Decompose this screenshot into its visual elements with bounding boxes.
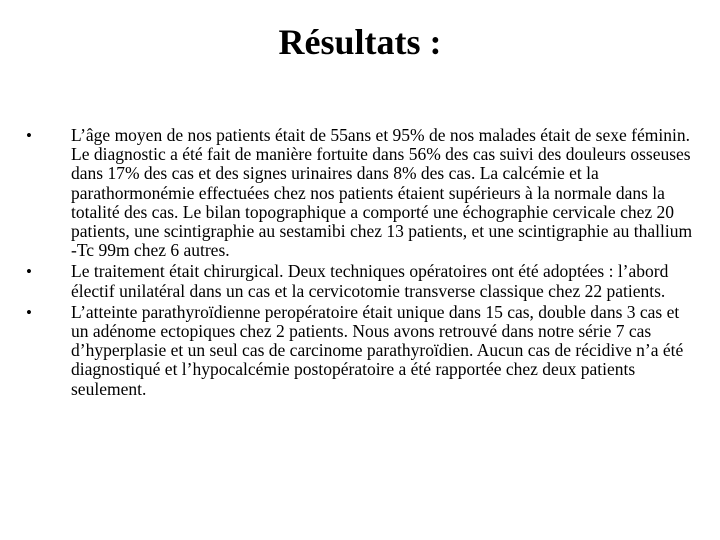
bullet-text-treatment: Le traitement était chirurgical. Deux techniques opératoires ont été adoptées : l’abord électif unilatéral dans un cas et la cervicotomie transverse classique chez 22 patients. [71,261,669,301]
bullet-item-age [26,126,696,260]
bullet-marker: • [26,126,32,145]
bullet-text-findings: L’atteinte parathyroïdienne peropératoire était unique dans 15 cas, double dans 3 cas et un adénome ectopiques chez 2 patients. Nous avons retrouvé dans notre série 7 cas d’hyperplasie et un seul cas de carcinome parathyroïdien. Aucun cas de récidive n’a été diagnostiqué et l’hypocalcémie postopératoire a été rapportée chez deux patients seulement. [71,301,684,399]
bullet-list [26,126,696,401]
bullet-item-treatment [26,262,696,300]
bullet-marker: • [26,302,32,322]
bullet-item-findings [26,303,696,399]
bullet-marker: • [26,262,32,282]
slide-title: Résultats : [278,22,442,62]
bullet-text-age: L’âge moyen de nos patients était de 55ans et 95% de nos malades était de sexe féminin. Le diagnostic a été fait de manière fortuite dans 56% des cas suivi des douleurs osseuses dans 17% des cas et des signes urinaires dans 8% des cas. La calcémie et la parathormonémie effectuées chez nos patients étaient supérieurs à la normale dans la totalité des cas. Le bilan topographique a comporté une échographie cervicale chez 20 patients, une scintigraphie au sestamibi chez 13 patients, et une scintigraphie au thallium -Tc 99m chez 6 autres. [71,125,693,261]
